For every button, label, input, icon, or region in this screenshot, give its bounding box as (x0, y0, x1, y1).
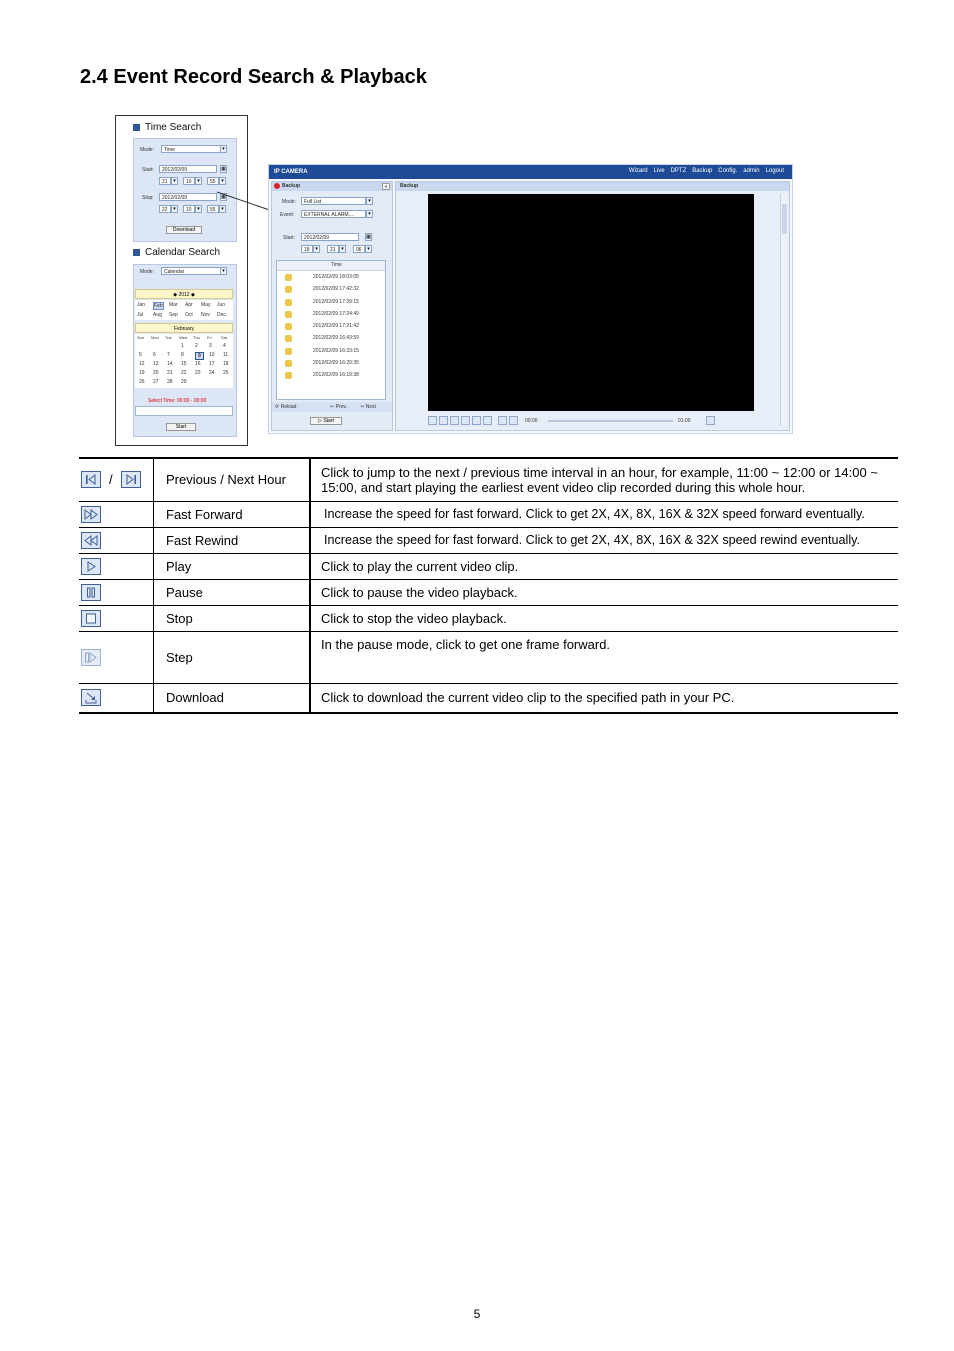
control-name: Stop (154, 605, 311, 631)
weekday-label: Sun (137, 335, 145, 340)
list-header-time: Time (331, 262, 342, 268)
chevron-down-icon[interactable]: ▾ (195, 205, 202, 213)
table-row (79, 605, 898, 631)
year-selector[interactable]: ◆ 2012 ◆ (135, 289, 233, 299)
event-time: 2012/02/09 18:03:05 (313, 274, 359, 280)
sidebar-header (272, 182, 392, 191)
square-bullet-icon (133, 249, 140, 256)
event-time: 2012/02/09 17:39:15 (313, 298, 359, 305)
start-minute-field[interactable]: 21 (327, 245, 339, 253)
page-number: 5 (473, 1307, 481, 1321)
scrollbar[interactable] (780, 194, 788, 426)
next-button[interactable]: ⇒ Next (360, 404, 376, 410)
table-row (79, 631, 898, 683)
alarm-event-icon (285, 323, 292, 330)
event-time: 2012/02/09 17:42:32 (313, 286, 359, 293)
day-cell[interactable]: 13 (153, 361, 159, 367)
month-grid (135, 300, 233, 320)
day-cell[interactable]: 7 (167, 352, 170, 358)
next-hour-icon[interactable] (483, 416, 492, 425)
download-icon[interactable] (706, 416, 715, 425)
chevron-down-icon[interactable]: ▾ (195, 177, 202, 185)
timeline-slider[interactable] (548, 420, 673, 422)
start-date-field[interactable]: 2012/02/09 (301, 233, 359, 241)
list-item[interactable] (277, 358, 385, 370)
day-cell[interactable]: 26 (139, 379, 145, 385)
event-time: 2012/02/09 16:20:35 (313, 360, 359, 367)
pause-icon[interactable] (461, 416, 470, 425)
playback-main (395, 181, 790, 431)
controls-table (79, 457, 898, 714)
icon-cell (79, 605, 154, 631)
month-title: February (135, 323, 233, 333)
play-icon[interactable] (450, 416, 459, 425)
ip-camera-app (268, 164, 793, 434)
day-cell[interactable]: 17 (209, 361, 215, 367)
time-end-label: 01:00 (678, 418, 691, 424)
start-hour-field[interactable]: 21 (159, 177, 171, 185)
time-search-title: Time Search (133, 122, 201, 133)
day-cell[interactable]: 20 (153, 370, 159, 376)
table-row (79, 579, 898, 605)
mode-select[interactable]: Calendar (161, 267, 221, 275)
event-time: 2012/02/09 16:33:15 (313, 347, 359, 354)
month-cell[interactable]: Oct (185, 312, 193, 318)
day-cell[interactable]: 10 (209, 352, 215, 358)
chevron-down-icon[interactable]: ▾ (313, 245, 320, 253)
backup-sidebar (271, 181, 393, 431)
day-cell[interactable]: 27 (153, 379, 159, 385)
event-time: 2012/02/09 17:24:49 (313, 310, 359, 317)
next-hour-icon[interactable] (121, 471, 141, 488)
day-cell[interactable]: 6 (153, 352, 156, 358)
day-cell[interactable]: 22 (181, 370, 187, 376)
month-cell[interactable]: Jun (217, 302, 226, 308)
chevron-down-icon[interactable]: ▾ (366, 210, 373, 218)
list-item[interactable] (277, 297, 385, 309)
control-description: Click to download the current video clip to the specified path in your PC. (310, 683, 898, 713)
menu-item[interactable]: Live (653, 168, 665, 174)
day-cell[interactable]: 9 (195, 352, 204, 360)
chevron-down-icon[interactable]: ▾ (219, 205, 226, 213)
table-row (79, 527, 898, 553)
stop-date-field[interactable]: 2012/02/09 (159, 193, 217, 201)
start-label: Start: (283, 235, 295, 241)
day-cell[interactable]: 3 (209, 343, 212, 349)
menu-item[interactable]: DPTZ (670, 168, 687, 174)
month-cell[interactable]: Nov (201, 312, 210, 318)
day-cell[interactable]: 4 (223, 343, 226, 349)
icon-cell (79, 553, 154, 579)
main-header (396, 182, 789, 191)
weekday-label: Tue (165, 335, 172, 340)
day-cell[interactable]: 5 (139, 352, 142, 358)
icon-cell (79, 683, 154, 713)
day-cell[interactable]: 19 (139, 370, 145, 376)
fast-rewind-icon[interactable] (439, 416, 448, 425)
table-row (79, 501, 898, 527)
calendar-icon[interactable]: ▦ (221, 166, 226, 172)
chevron-down-icon[interactable]: ▾ (366, 197, 373, 205)
alarm-event-icon (285, 372, 292, 379)
day-grid (135, 334, 233, 388)
stop-second-field[interactable]: 55 (207, 205, 219, 213)
alarm-event-icon (285, 274, 292, 281)
day-cell[interactable]: 21 (167, 370, 173, 376)
day-cell[interactable]: 14 (167, 361, 173, 367)
day-cell[interactable]: 2 (195, 343, 198, 349)
section-heading: 2.4 Event Record Search & Playback (80, 66, 427, 88)
day-cell[interactable]: 12 (139, 361, 145, 367)
start-minute-field[interactable]: 10 (183, 177, 195, 185)
event-rows (277, 272, 385, 383)
weekday-label: Thu (193, 335, 200, 340)
mode-label: Mode: (140, 147, 154, 153)
screenshot-figure (115, 115, 791, 445)
start-second-field[interactable]: 55 (207, 177, 219, 185)
control-name: Fast Rewind (154, 527, 311, 553)
chevron-down-icon[interactable]: ▾ (220, 145, 227, 153)
list-footer (272, 402, 392, 412)
alarm-event-icon (285, 335, 292, 342)
play-icon[interactable] (81, 558, 101, 575)
start-button[interactable]: ▷ Start (310, 417, 342, 425)
menu-item[interactable]: Config. (718, 168, 738, 174)
time-range-bar[interactable] (135, 406, 233, 416)
backup-icon (274, 183, 280, 189)
menu-item[interactable]: admin (743, 168, 760, 174)
collapse-button[interactable]: « (382, 183, 390, 190)
icon-cell (79, 458, 154, 501)
month-cell[interactable]: Jul (137, 312, 144, 318)
day-cell[interactable]: 15 (181, 361, 187, 367)
weekday-label: Wed (179, 335, 188, 340)
day-cell[interactable]: 11 (223, 352, 229, 358)
event-select[interactable]: EXTERNAL ALARM,... (301, 210, 366, 218)
prev-hour-icon[interactable] (81, 471, 101, 488)
stop-minute-field[interactable]: 10 (183, 205, 195, 213)
control-name: Fast Forward (154, 501, 311, 527)
start-label: Start: (142, 167, 154, 173)
chevron-down-icon[interactable]: ▾ (171, 205, 178, 213)
table-row (79, 683, 898, 713)
control-description: In the pause mode, click to get one frame forward. (310, 631, 898, 683)
control-name: Download (154, 683, 311, 713)
brand-title: IP CAMERA (274, 169, 308, 175)
list-item[interactable] (277, 309, 385, 321)
day-cell[interactable]: 8 (181, 352, 184, 358)
control-name: Step (154, 631, 311, 683)
select-time-text: Select Time: 00:00 - 00:00 (148, 398, 207, 404)
prev-hour-icon[interactable] (428, 416, 437, 425)
icon-cell (79, 579, 154, 605)
month-cell[interactable]: Dec (217, 312, 226, 318)
fast-forward-icon[interactable] (81, 506, 101, 523)
day-cell[interactable]: 28 (167, 379, 173, 385)
menu-item[interactable]: Backup (692, 168, 713, 174)
download-icon[interactable] (81, 689, 101, 706)
main-title: Backup (400, 183, 419, 189)
list-item[interactable] (277, 346, 385, 358)
control-description: Click to pause the video playback. (310, 579, 898, 605)
month-cell[interactable]: Feb (154, 303, 163, 309)
calendar-icon[interactable]: ▦ (366, 234, 371, 240)
weekday-label: Sat (221, 335, 228, 340)
stop-label: Stop: (142, 195, 154, 201)
event-time: 2012/02/09 16:43:59 (313, 335, 359, 342)
day-cell[interactable]: 18 (223, 361, 229, 367)
month-cell[interactable]: Jan (137, 302, 146, 308)
slash-separator: / (109, 472, 113, 488)
stop-hour-field[interactable]: 22 (159, 205, 171, 213)
icon-cell (79, 527, 154, 553)
list-item[interactable] (277, 370, 385, 382)
month-cell[interactable]: May (201, 302, 211, 308)
step-icon[interactable] (509, 416, 518, 425)
square-bullet-icon (133, 124, 140, 131)
top-menu (623, 168, 784, 174)
mode-label: Mode: (282, 199, 296, 205)
stop-icon[interactable] (498, 416, 507, 425)
search-callout (115, 115, 248, 446)
menu-item[interactable]: Logout (765, 168, 784, 174)
chevron-down-icon[interactable]: ▾ (339, 245, 346, 253)
month-cell[interactable]: Mar (169, 302, 178, 308)
day-cell[interactable]: 16 (195, 361, 201, 367)
list-item[interactable] (277, 321, 385, 333)
alarm-event-icon (285, 311, 292, 318)
chevron-down-icon[interactable]: ▾ (220, 267, 227, 275)
chevron-down-icon[interactable]: ▾ (365, 245, 372, 253)
fast-forward-icon[interactable] (472, 416, 481, 425)
prev-button[interactable]: ⇐ Prev. (330, 404, 347, 410)
alarm-event-icon (285, 286, 292, 293)
download-button[interactable]: Download (166, 226, 202, 234)
control-description: Click to stop the video playback. (310, 605, 898, 631)
time-start-label: 00:00 (525, 418, 538, 424)
pause-icon[interactable] (81, 584, 101, 601)
fast-rewind-icon[interactable] (81, 532, 101, 549)
control-name: Play (154, 553, 311, 579)
control-name: Previous / Next Hour (154, 458, 311, 501)
mode-select[interactable]: Full List (301, 197, 366, 205)
start-second-field[interactable]: 06 (353, 245, 365, 253)
mode-select[interactable]: Time (161, 145, 221, 153)
control-description: Increase the speed for fast forward. Click to get 2X, 4X, 8X, 16X & 32X speed forward eventually. (310, 501, 898, 527)
event-time: 2012/02/09 16:19:38 (313, 372, 359, 379)
control-description: Increase the speed for fast forward. Click to get 2X, 4X, 8X, 16X & 32X speed rewind eventually. (310, 527, 898, 553)
mode-label: Mode: (140, 269, 154, 275)
list-header (277, 261, 385, 271)
list-item[interactable] (277, 284, 385, 296)
list-item[interactable] (277, 272, 385, 284)
control-name: Pause (154, 579, 311, 605)
menu-item[interactable]: Wizard (628, 168, 648, 174)
weekday-label: Mon (151, 335, 159, 340)
event-label: Event: (280, 212, 295, 218)
day-cell[interactable]: 29 (181, 379, 187, 385)
start-button[interactable]: Start (166, 423, 196, 431)
start-hour-field[interactable]: 18 (301, 245, 313, 253)
alarm-event-icon (285, 299, 292, 306)
reload-button[interactable]: ⟳ Reload (275, 404, 297, 410)
table-row (79, 553, 898, 579)
step-icon[interactable] (81, 649, 101, 666)
control-description: Click to play the current video clip. (310, 553, 898, 579)
list-item[interactable] (277, 333, 385, 345)
sidebar-title: Backup (282, 183, 301, 189)
start-date-field[interactable]: 2012/02/09 (159, 165, 217, 173)
playback-controls (428, 416, 754, 428)
chevron-down-icon[interactable]: ▾ (171, 177, 178, 185)
event-time: 2012/02/09 17:21:42 (313, 323, 359, 330)
video-player[interactable] (428, 194, 754, 411)
top-bar (269, 165, 792, 179)
table-row (79, 458, 898, 501)
icon-cell (79, 501, 154, 527)
calendar-search-title: Calendar Search (133, 247, 220, 258)
calendar-icon[interactable]: ▦ (221, 194, 226, 200)
month-cell[interactable]: Sep (169, 312, 178, 318)
icon-cell (79, 631, 154, 683)
month-cell[interactable]: Aug (153, 312, 162, 318)
day-cell[interactable]: 25 (223, 370, 229, 376)
day-cell[interactable]: 1 (181, 343, 184, 349)
event-list (276, 260, 386, 400)
alarm-event-icon (285, 348, 292, 355)
stop-icon[interactable] (81, 610, 101, 627)
calendar-search-panel (133, 264, 237, 437)
month-cell[interactable]: Apr (185, 302, 193, 308)
alarm-event-icon (285, 360, 292, 367)
control-description: Click to jump to the next / previous time interval in an hour, for example, 11:00 ~ 12:00 or 14:00 ~ 15:00, and start playing the earliest event video clip recorded during this whole hour. (310, 458, 898, 501)
chevron-down-icon[interactable]: ▾ (219, 177, 226, 185)
day-cell[interactable]: 23 (195, 370, 201, 376)
day-cell[interactable]: 24 (209, 370, 215, 376)
weekday-label: Fri (207, 335, 212, 340)
